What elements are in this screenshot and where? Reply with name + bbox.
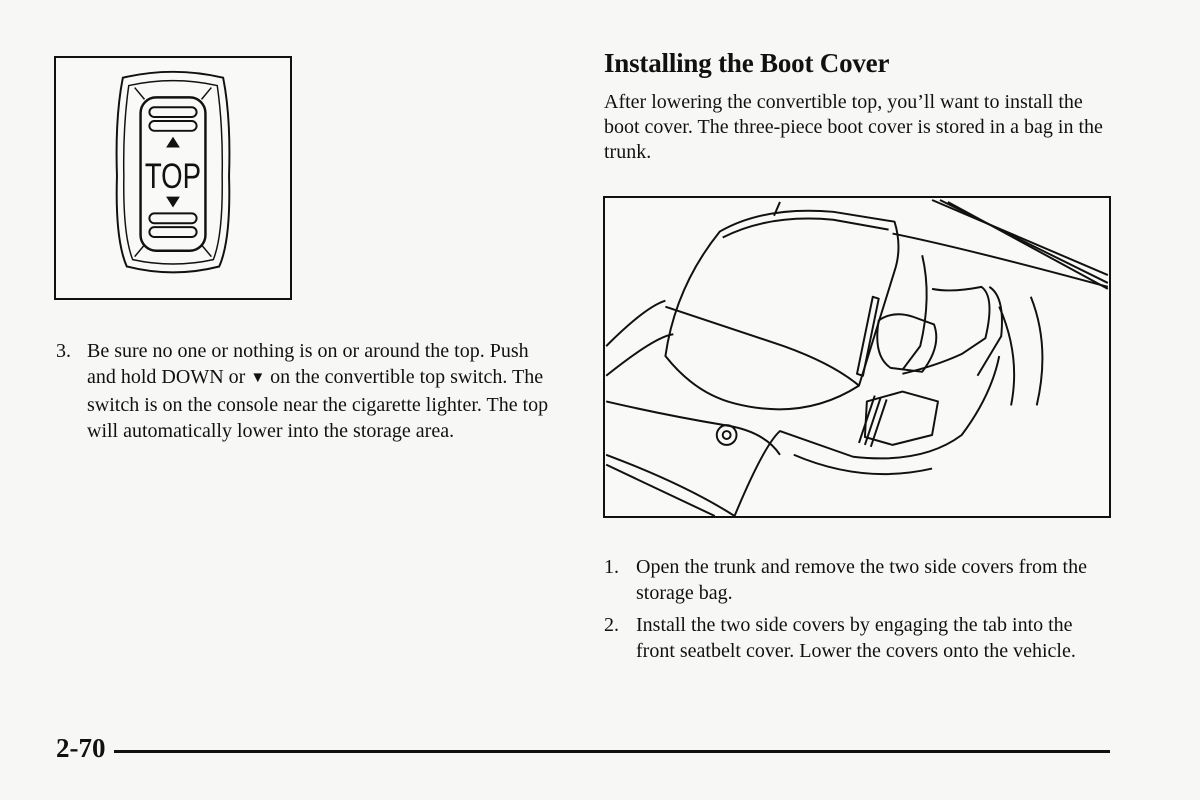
up-arrow-icon	[166, 137, 180, 148]
down-arrow-icon: ▼	[250, 370, 266, 386]
section-heading: Installing the Boot Cover	[604, 48, 890, 78]
step-text: Be sure no one or nothing is on or around the top. Push and hold DOWN or ▼ on the convertible top switch. The switch is on the console near the cigarette lighter. The top will automatically lower into the storage area.	[87, 340, 549, 442]
boot-cover-figure	[603, 196, 1111, 518]
top-switch-illustration	[56, 58, 290, 298]
intro-paragraph: After lowering the convertible top, you’ll want to install the boot cover. The three-piece boot cover is stored in a bag in the trunk.	[604, 91, 1103, 163]
boot-cover-illustration	[605, 198, 1109, 516]
footer-rule	[114, 750, 1110, 753]
page-number: 2-70	[56, 733, 106, 763]
switch-figure	[54, 56, 292, 300]
switch-label: TOP	[144, 155, 202, 196]
step-text: Open the trunk and remove the two side covers from the storage bag.	[636, 556, 1087, 604]
step-number: 1.	[604, 556, 619, 578]
step-number: 3.	[56, 340, 71, 362]
down-arrow-icon	[166, 197, 180, 208]
step-number: 2.	[604, 614, 619, 636]
step-text: Install the two side covers by engaging the tab into the front seatbelt cover. Lower the covers onto the vehicle.	[636, 614, 1076, 662]
